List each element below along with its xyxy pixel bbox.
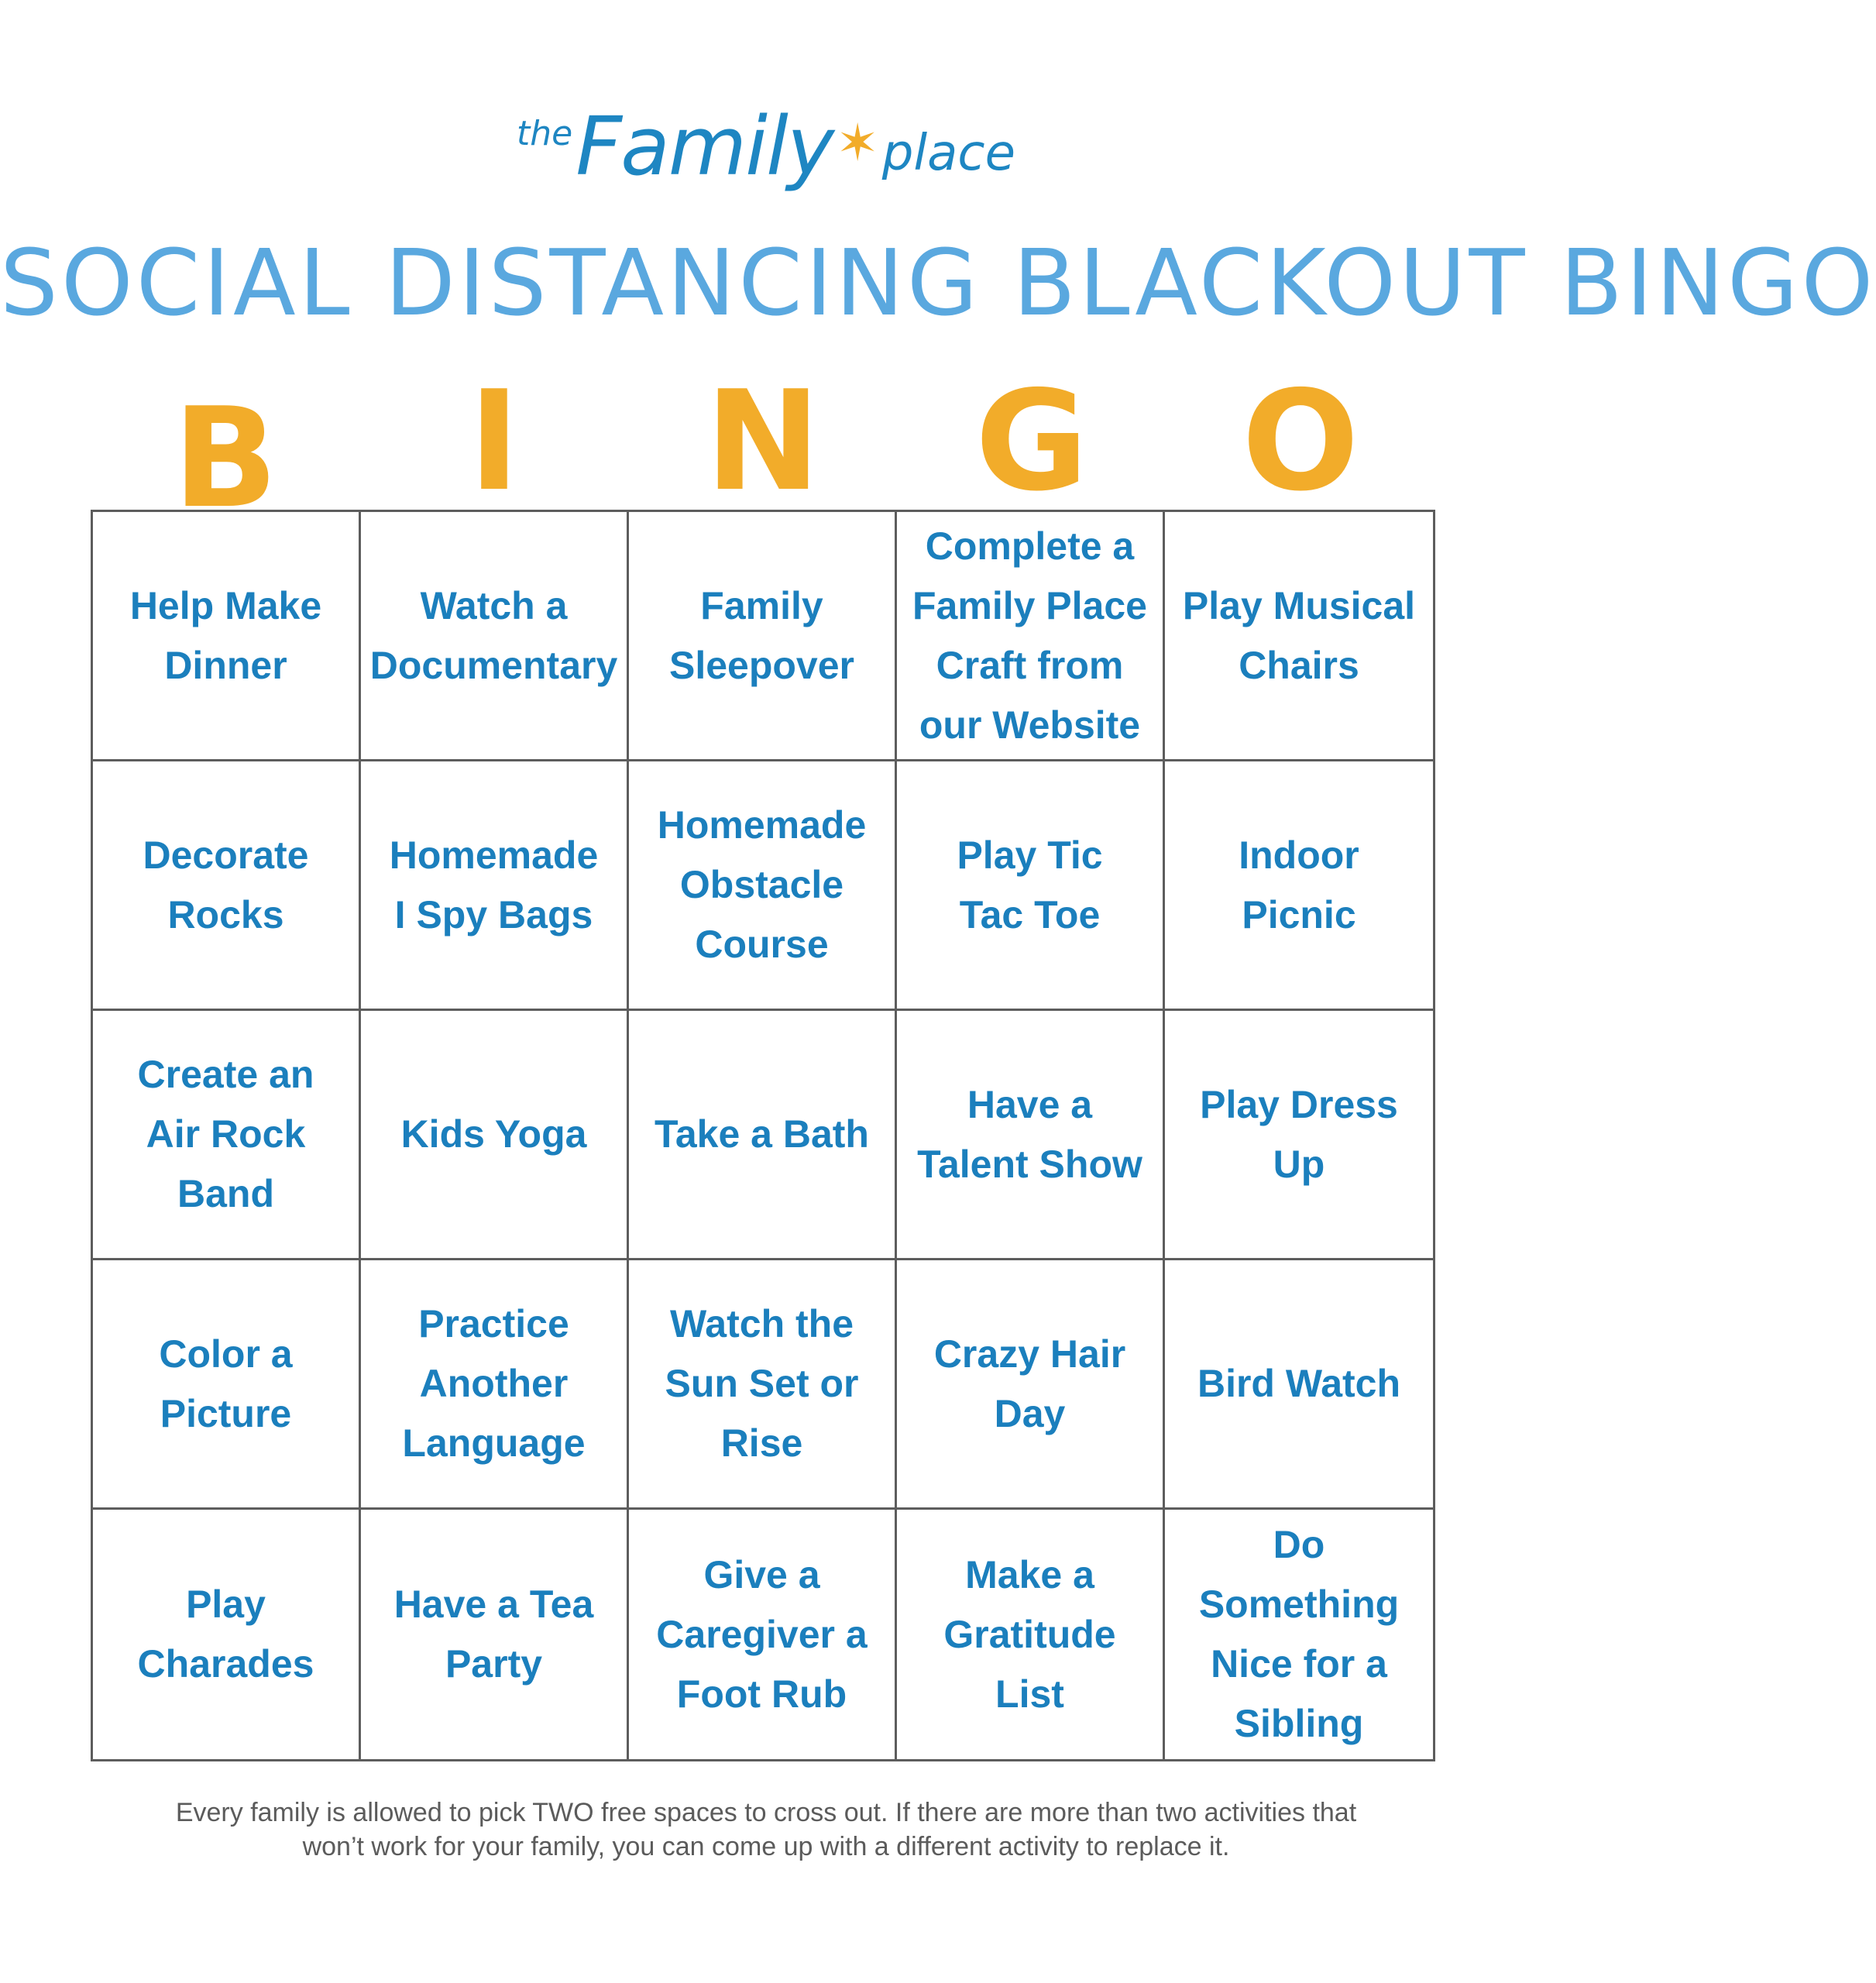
- bingo-cell: Color a Picture: [93, 1260, 361, 1510]
- bingo-cell: Play Dress Up: [1165, 1011, 1433, 1260]
- bingo-letter-n: N: [705, 361, 821, 521]
- bingo-cell: Homemade Obstacle Course: [629, 761, 897, 1011]
- bingo-cell: Play Charades: [93, 1510, 361, 1759]
- bingo-cell: Watch the Sun Set or Rise: [629, 1260, 897, 1510]
- logo-the: the: [517, 114, 573, 153]
- rules-footnote: Every family is allowed to pick TWO free spaces to cross out. If there are more than two activities that won’t work for your family, you can come up with a different activity to replace it.: [175, 1798, 1357, 1861]
- bingo-cell: Family Sleepover: [629, 512, 897, 761]
- bingo-cell: Indoor Picnic: [1165, 761, 1433, 1011]
- bingo-letter-g: G: [974, 361, 1089, 521]
- bingo-cell: Practice Another Language: [361, 1260, 629, 1510]
- bingo-cell: Homemade I Spy Bags: [361, 761, 629, 1011]
- bingo-cell: Decorate Rocks: [93, 761, 361, 1011]
- family-place-logo: [0, 99, 1532, 194]
- bingo-letter-o: O: [1242, 361, 1359, 521]
- bingo-cell: Create an Air Rock Band: [93, 1011, 361, 1260]
- bingo-cell: Take a Bath: [629, 1011, 897, 1260]
- bingo-cell: Have a Tea Party: [361, 1510, 629, 1759]
- bingo-letter-b: B: [173, 378, 278, 538]
- page-title: SOCIAL DISTANCING BLACKOUT BINGO: [0, 229, 1876, 336]
- bingo-cell: Kids Yoga: [361, 1011, 629, 1260]
- bingo-cell: Watch a Documentary: [361, 512, 629, 761]
- bingo-cell: Bird Watch: [1165, 1260, 1433, 1510]
- bingo-cell: Do Something Nice for a Sibling: [1198, 1523, 1400, 1745]
- bingo-cell: Make a Gratitude List: [897, 1510, 1165, 1759]
- bingo-cell: Complete a Family Place Craft from our Website: [897, 512, 1165, 761]
- bingo-header: [91, 361, 1434, 538]
- bingo-cell: Help Make Dinner: [93, 512, 361, 761]
- logo-place: place: [881, 125, 1015, 182]
- bingo-cell: Play Musical Chairs: [1165, 512, 1433, 761]
- bingo-grid: [91, 510, 1435, 1761]
- star-icon: ✶: [836, 113, 879, 173]
- bingo-cell: Have a Talent Show: [897, 1011, 1165, 1260]
- logo-family: Family: [576, 99, 833, 194]
- bingo-cell: Give a Caregiver a Foot Rub: [629, 1510, 897, 1759]
- bingo-cell: Play Tic Tac Toe: [897, 761, 1165, 1011]
- bingo-letter-i: I: [468, 361, 521, 521]
- bingo-cell: Crazy Hair Day: [897, 1260, 1165, 1510]
